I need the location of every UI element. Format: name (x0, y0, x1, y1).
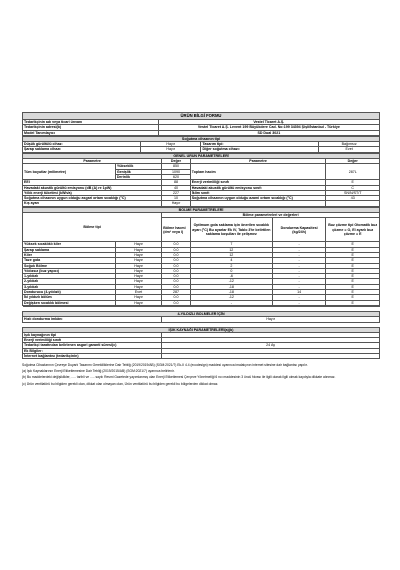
compartment-volume-cell: 0.0 (162, 242, 191, 247)
climate-class-label: İklim sınıfı (190, 190, 326, 195)
eei-label: EEI (23, 180, 162, 185)
compartment-sub-header: Bölme parametreleri ve değerleri (162, 213, 380, 218)
compartment-temp-cell: 4 (190, 258, 272, 263)
warranty-label: Tedarikçi tarafından belirlenen asgari garanti süresi(c) (23, 343, 162, 348)
depth-label: Derinlik (115, 174, 161, 179)
four-star-header: 4-YILDIZLI BÖLMELER İÇİN (23, 311, 380, 316)
compartment-volume-cell: 0.0 (162, 247, 191, 252)
compartment-temp-cell: -18 (190, 284, 272, 289)
compartment-type-cell: Yüksek sıcaklıklı kiler (23, 242, 116, 247)
compartment-freeze-cell: - (272, 274, 326, 279)
supplier-label: Tedarikçinin adı veya ticari ünvanı (23, 120, 159, 125)
wine-storage-value: Hayır (140, 147, 201, 152)
compartment-type-cell: Taze gıda (23, 258, 116, 263)
defrost-col-header: Buz çözme tipi Otomatik buz çözme = O, El ayarlı buz çözme = E (326, 218, 380, 242)
compartment-temp-cell: 12 (190, 247, 272, 252)
energy-class-label: Enerji verimliliği sınıfı (190, 180, 326, 185)
total-volume-value: 287L (326, 164, 380, 180)
compartment-volume-cell: 0.0 (162, 274, 191, 279)
compartment-freeze-cell: - (272, 295, 326, 300)
appliance-type-row (23, 147, 380, 152)
compartment-freeze-cell: - (272, 268, 326, 273)
compartment-freeze-cell: - (272, 258, 326, 263)
compartment-freeze-cell: - (272, 252, 326, 257)
compartment-volume-cell: 0.0 (162, 268, 191, 273)
depth-value: 620 (162, 174, 191, 179)
compartment-volume-cell: 0.0 (162, 252, 191, 257)
product-info-sheet (22, 112, 380, 388)
compartment-defrost-cell: E (326, 290, 380, 295)
compartment-temp-cell: -12 (190, 279, 272, 284)
annual-energy-label: Yıllık enerji tüketimi (kWh/a) (23, 190, 162, 195)
light-type-label: Işık kaynağının tipi (23, 332, 162, 337)
compartment-freeze-cell: - (272, 263, 326, 268)
compartment-freeze-cell: - (272, 284, 326, 289)
compartment-volume-cell: 0.0 (162, 279, 191, 284)
compartment-volume-cell: 0.0 (162, 258, 191, 263)
max-ambient-label: Soğutma cihazının uygun olduğu azami ortam sıcaklığı (°C) (190, 196, 326, 201)
header-table (22, 112, 380, 136)
compartment-type-cell: Dondurucu (4-yıldızlı) (23, 290, 116, 295)
compartment-freeze-cell: - (272, 247, 326, 252)
internet-link-value (162, 353, 380, 358)
fast-freeze-value: Hayır (162, 317, 380, 322)
annual-energy-value: 227 (162, 190, 191, 195)
compartment-table (22, 207, 380, 306)
winter-setting-label: Kış ayarı (23, 201, 162, 206)
height-label: Yükseklik (115, 164, 161, 169)
four-star-table (22, 306, 380, 359)
light-class-label: Enerji verimliliği sınıfı (23, 338, 162, 343)
compartment-volume-cell: 287 (162, 290, 191, 295)
temp-col-header: Optimum gıda saklama için önerilen sıcaklık ayarı (°C) Bu ayarlar Ek IV, Tablo 3'te belirtilen saklama koşulları ile çelişmez (190, 218, 272, 242)
eei-value: 88 (162, 180, 191, 185)
compartment-defrost-cell: E (326, 300, 380, 305)
energy-class-value: E (326, 180, 380, 185)
other-appliance-value: Evet (319, 147, 380, 152)
min-ambient-value: 10 (162, 196, 191, 201)
compartment-type-cell: 3-yıldızlı (23, 284, 116, 289)
address-label: Tedarikçinin adresi(b) (23, 125, 159, 130)
compartment-exists-cell: Hayır (115, 295, 161, 300)
form-title: ÜRÜN BİLGİ FORMU (23, 113, 380, 120)
compartment-type-header: Bölme tipi (23, 213, 162, 242)
compartment-type-cell: Şarap saklama (23, 247, 116, 252)
model-label: Model Tanımlayıcı (23, 130, 159, 135)
max-ambient-value: 43 (326, 196, 380, 201)
param-col-header: Parametre (23, 159, 162, 164)
compartment-volume-cell: 0.0 (162, 263, 191, 268)
other-appliance-label: Diğer soğutma cihazı: (201, 147, 319, 152)
compartment-defrost-cell: E (326, 247, 380, 252)
supplier-value: Vestel Ticaret A.Ş. (158, 120, 379, 125)
address-value: Vestel Ticaret A.Ş. Levent 199 Büyükdere Cad. No:199 34394 Şişli/İstanbul - Türkiye (158, 125, 379, 130)
param-col-header-2: Parametre (190, 159, 326, 164)
width-value: 1090 (162, 169, 191, 174)
compartment-temp-cell: -6 (190, 274, 272, 279)
compartment-defrost-cell: E (326, 242, 380, 247)
noise-class-value: C (326, 185, 380, 190)
warranty-value: 24 Ay (162, 343, 380, 348)
compartment-temp-cell: -12 (190, 295, 272, 300)
design-type-value: Bağımsız (319, 142, 380, 147)
footnote: (b) Bu maddelerdeki değişiklikler, ..... tarihli ve ..... sayılı Resmi Gazetede yayımlanmış olan Enerji Etiketlemesi Çerçeve Yönetmeliği 6 ncı maddesinin 3 üncü fıkrası ile ilgili olarak ilgili olmak kaydıyla dikkate alınmaz. (22, 375, 336, 380)
compartment-exists-cell: Hayır (115, 258, 161, 263)
freeze-col-header: Dondurma Kapasitesi (kg/24h) (272, 218, 326, 242)
fast-freeze-label: Hızlı dondurma imkânı (23, 317, 162, 322)
compartment-exists-cell: Hayır (115, 300, 161, 305)
low-noise-label: Düşük gürültülü cihaz: (23, 142, 141, 147)
compartment-defrost-cell: E (326, 252, 380, 257)
compartment-type-cell: Soğuk Bölme (23, 263, 116, 268)
compartment-type-cell: Yıldızsız (buz yapıcı) (23, 268, 116, 273)
compartment-defrost-cell: E (326, 263, 380, 268)
design-type-label: Tasarım tipi: (201, 142, 319, 147)
noise-emission-label: Havadaki akustik gürültü emisyonu (dB (A) re 1pW) (23, 185, 162, 190)
model-value: SD Dual 3021 (158, 130, 379, 135)
compartment-exists-cell: Hayır (115, 252, 161, 257)
total-volume-label: Toplam hacim (190, 164, 326, 180)
height-value: 850 (162, 164, 191, 169)
compartment-volume-cell: 0.0 (162, 284, 191, 289)
compartment-defrost-cell: E (326, 274, 380, 279)
wine-storage-label: Şarap saklama cihazı: (23, 147, 141, 152)
compartment-defrost-cell: E (326, 258, 380, 263)
compartment-exists-cell: Hayır (115, 279, 161, 284)
compartment-exists-cell: Evet (115, 290, 161, 295)
value-col-header-2: Değer (326, 159, 380, 164)
compartment-temp-cell: 7 (190, 242, 272, 247)
compartment-volume-cell: 0.0 (162, 300, 191, 305)
compartment-freeze-cell: - (272, 300, 326, 305)
compartment-temp-cell: 0 (190, 268, 272, 273)
empty-cell (326, 201, 380, 206)
appliance-type-header: Soğutma cihazının tipi (23, 136, 380, 141)
compartment-type-cell: İki yıldızlı bölüm (23, 295, 116, 300)
compartment-temp-cell: - (190, 300, 272, 305)
compartment-temp-cell: 12 (190, 252, 272, 257)
footnote: Soğutma Cihazlarının Çevreye Duyarlı Tasarımı Gerekliliklerine Dair Tebliğ (2019/2019/AB) (SGM:2021/7) Ek-II 4.4 (ecodesign) maddesi uyarınca imalatçının internet sitesine dair bağlantısı yapılır. (22, 363, 308, 368)
noise-emission-value: 40 (162, 185, 191, 190)
compartment-exists-cell: Hayır (115, 284, 161, 289)
compartment-defrost-cell: E (326, 295, 380, 300)
dimensions-label: Tüm boyutlar (milimetre) (23, 164, 116, 180)
compartment-type-cell: 1-yıldızlı (23, 274, 116, 279)
compartment-volume-cell: 0.0 (162, 295, 191, 300)
footnotes (22, 363, 380, 385)
footnote: (c) Ürün ventilatörü bu bilgiden gerekli olan, dikkat olan olmayan olan, Ürün ventilatörü bu bilgiden gerekli bu bölgelerden dikkat olmaz. (22, 381, 219, 386)
volume-col-header: Bölme hacmi (dm³ veya l) (162, 218, 191, 242)
appliance-type-table (22, 136, 380, 153)
compartment-type-cell: Kiler (23, 252, 116, 257)
noise-class-label: Havadaki akustik gürültü emisyonu sınıfı (190, 185, 326, 190)
compartment-exists-cell: Hayır (115, 242, 161, 247)
general-header: GENEL ÜRÜN PARAMETRELERİ (23, 153, 380, 158)
compartment-freeze-cell: 14 (272, 290, 326, 295)
extra-info-label: Ek Bilgiler: (23, 348, 162, 353)
compartment-temp-cell: -18 (190, 290, 272, 295)
min-ambient-label: Soğutma cihazının uygun olduğu asgari ortam sıcaklığı (°C) (23, 196, 162, 201)
value-col-header: Değer (162, 159, 191, 164)
compartment-freeze-cell: - (272, 279, 326, 284)
internet-link-label: İnternet bağlantısı (tedarikçinin) (23, 353, 162, 358)
compartment-rows (23, 242, 380, 306)
compartment-defrost-cell: E (326, 268, 380, 273)
compartment-freeze-cell: - (272, 242, 326, 247)
low-noise-value: Hayır (140, 142, 201, 147)
compartment-defrost-cell: E (326, 284, 380, 289)
general-row (23, 201, 380, 206)
compartment-exists-cell: Hayır (115, 263, 161, 268)
climate-class-value: SN/N/ST/T (326, 190, 380, 195)
general-params-table (22, 153, 380, 207)
width-label: Genişlik (115, 169, 161, 174)
light-header: IŞIK KAYNAĞI PARAMETRELERİ(a)(b) (23, 327, 380, 332)
compartment-header: BÖLME PARAMETRELERİ (23, 207, 380, 212)
compartment-temp-cell: 2 (190, 263, 272, 268)
empty-cell (190, 201, 326, 206)
compartment-exists-cell: Hayır (115, 247, 161, 252)
compartment-type-cell: 2-yıldızlı (23, 279, 116, 284)
compartment-exists-cell: Hayır (115, 268, 161, 273)
compartment-type-cell: Değişken sıcaklık bölmesi (23, 300, 116, 305)
compartment-exists-cell: Hayır (115, 274, 161, 279)
compartment-row (23, 300, 380, 305)
footnote: (a) Işık Kaynaklarının Enerji Etiketlemesine Dair Tebliğ (2019/2015/AB) (SGM:2021/7) uyarınca belirlenir. (22, 369, 175, 374)
compartment-defrost-cell: E (326, 279, 380, 284)
winter-setting-value: Hayır (162, 201, 191, 206)
